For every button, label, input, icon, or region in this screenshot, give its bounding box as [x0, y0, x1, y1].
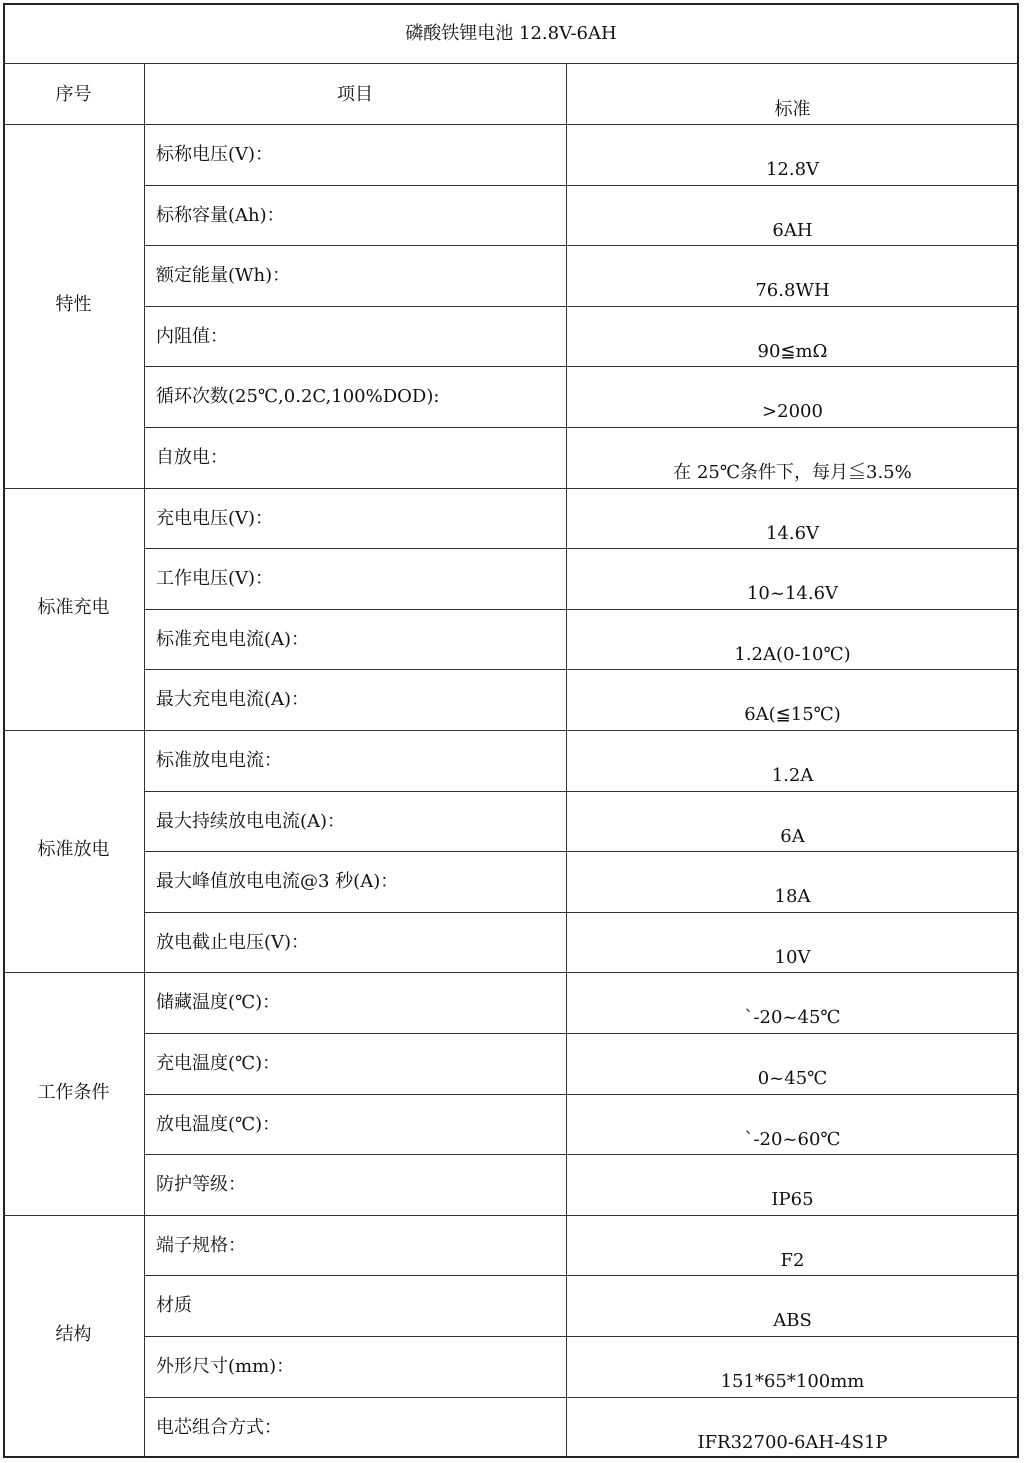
row-item-label: 材质	[156, 1295, 192, 1317]
row-divider	[144, 1397, 1019, 1398]
group-divider	[3, 730, 1019, 731]
row-item-label: 最大充电电流(A)：	[156, 689, 310, 711]
row-value: 6AH	[772, 219, 813, 241]
row-value: 12.8V	[765, 159, 820, 180]
row-divider	[144, 366, 1019, 367]
row-value: 6A	[780, 825, 805, 847]
row-value: 1.2A	[771, 765, 814, 786]
row-value: 0~45℃	[757, 1068, 828, 1089]
table-title: 磷酸铁锂电池 12.8V-6AH	[405, 23, 617, 44]
group-name: 标准充电	[37, 596, 110, 618]
row-item-label: 工作电压(V)：	[156, 568, 274, 590]
row-value: 在 25℃条件下，每月≦3.5%	[673, 462, 912, 483]
row-value: IFR32700-6AH-4S1P	[697, 1431, 888, 1453]
row-item-label: 端子规格：	[156, 1234, 246, 1256]
row-item-label: 循环次数(25℃,0.2C,100%DOD):	[156, 386, 440, 408]
row-value: >2000	[762, 401, 823, 423]
group-divider	[3, 972, 1019, 973]
row-divider	[144, 427, 1019, 428]
row-item-label: 防护等级：	[156, 1174, 246, 1196]
row-value: 10~14.6V	[746, 583, 839, 605]
row-divider	[144, 245, 1019, 246]
header-item: 项目	[337, 84, 373, 105]
header-divider	[3, 124, 1019, 125]
row-divider	[144, 306, 1019, 307]
group-divider	[3, 1215, 1019, 1216]
group-name: 工作条件	[37, 1081, 110, 1103]
row-item-label: 标准放电电流：	[156, 750, 282, 771]
group-name: 结构	[55, 1324, 92, 1345]
row-divider	[144, 609, 1019, 610]
row-item-label: 标称电压(V)：	[156, 144, 274, 165]
row-value: 10V	[774, 946, 811, 968]
header-seq: 序号	[55, 84, 92, 105]
row-value: 1.2A(0-10℃)	[734, 643, 851, 665]
row-item-label: 充电温度(℃)：	[156, 1053, 281, 1074]
row-item-label: 放电截止电压(V)：	[156, 931, 310, 953]
row-value: 18A	[774, 886, 811, 908]
row-divider	[144, 1336, 1019, 1337]
column-divider-1	[144, 63, 145, 1458]
row-item-label: 标称容量(Ah)：	[156, 204, 285, 226]
row-divider	[144, 1094, 1019, 1095]
row-item-label: 充电电压(V)：	[156, 507, 274, 529]
group-divider	[3, 488, 1019, 489]
row-divider	[144, 1033, 1019, 1034]
row-value: `-20~45℃	[744, 1007, 841, 1029]
row-value: IP65	[771, 1189, 814, 1211]
row-divider	[144, 1275, 1019, 1276]
row-divider	[144, 851, 1019, 852]
row-value: 151*65*100mm	[720, 1371, 865, 1392]
row-item-label: 内阻值：	[156, 325, 228, 347]
row-divider	[144, 185, 1019, 186]
row-value: 14.6V	[765, 522, 820, 544]
row-divider	[144, 912, 1019, 913]
header-standard: 标准	[774, 99, 811, 120]
group-name: 特性	[55, 293, 92, 315]
row-item-label: 最大持续放电电流(A)：	[156, 810, 346, 832]
row-item-label: 放电温度(℃)：	[156, 1113, 281, 1135]
column-divider-2	[566, 63, 567, 1458]
group-name: 标准放电	[37, 839, 110, 861]
row-item-label: 储藏温度(℃)：	[156, 992, 281, 1014]
row-item-label: 标准充电电流(A)：	[156, 628, 310, 650]
row-value: 6A(≦15℃)	[744, 704, 841, 726]
row-divider	[144, 548, 1019, 549]
row-value: ABS	[773, 1310, 812, 1332]
row-item-label: 额定能量(Wh)：	[156, 265, 291, 287]
row-item-label: 外形尺寸(mm)：	[156, 1356, 295, 1377]
row-value: 90≦mΩ	[757, 340, 828, 362]
row-item-label: 电芯组合方式：	[156, 1416, 282, 1438]
row-divider	[144, 669, 1019, 670]
row-divider	[144, 1154, 1019, 1155]
row-divider	[144, 791, 1019, 792]
title-divider	[3, 63, 1019, 64]
row-item-label: 自放电：	[156, 447, 228, 468]
row-value: `-20~60℃	[744, 1128, 841, 1150]
row-value: F2	[780, 1249, 805, 1271]
row-item-label: 最大峰值放电电流@3 秒(A)：	[156, 871, 399, 893]
row-value: 76.8WH	[755, 280, 830, 302]
